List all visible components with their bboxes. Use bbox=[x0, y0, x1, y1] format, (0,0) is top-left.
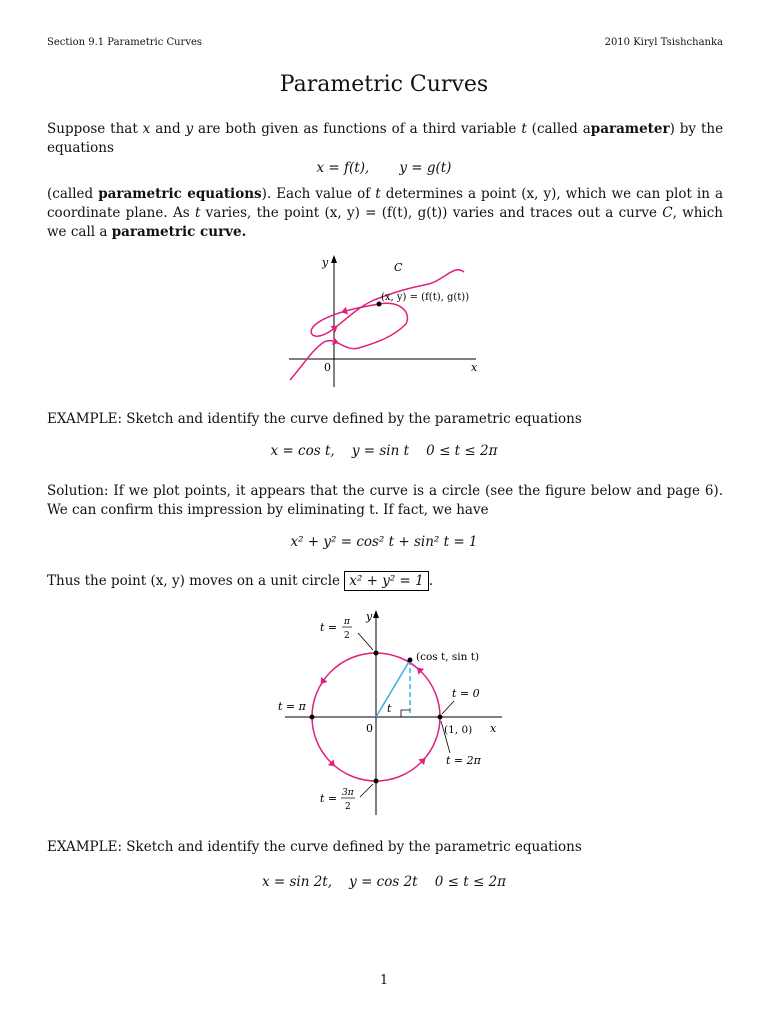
half-pi-numerator: π bbox=[344, 617, 350, 627]
three-half-pi-numerator: 3π bbox=[342, 788, 354, 798]
page-title: Parametric Curves bbox=[279, 72, 489, 97]
parametric-curve-figure bbox=[284, 252, 484, 392]
intro-paragraph-2: (called parametric equations). Each value of t determines a point (x, y), which we can plot in a coordinate plane. As t varies, the point (x, y) = (f(t), g(t)) varies and traces out a curve C, which we call a parametric curve. bbox=[47, 186, 724, 240]
solution-1-conclusion: Thus the point (x, y) moves on a unit circle x² + y² = 1 . bbox=[47, 573, 434, 589]
example-2-text: EXAMPLE: Sketch and identify the curve defined by the parametric equations bbox=[47, 839, 582, 855]
y-axis-label: y bbox=[366, 610, 373, 623]
label-cos-sin: (cos t, sin t) bbox=[416, 651, 480, 663]
curve-direction-arrow-icon bbox=[340, 307, 348, 316]
angle-label: t bbox=[387, 702, 392, 715]
pointer-line bbox=[358, 633, 373, 650]
circle-direction-arrow-icon bbox=[317, 677, 327, 687]
half-pi-denominator: 2 bbox=[344, 631, 350, 641]
example-2-equation: x = sin 2t, y = cos 2t 0 ≤ t ≤ 2π bbox=[261, 874, 507, 890]
parametric-curve bbox=[290, 270, 464, 380]
radius-line bbox=[376, 660, 410, 717]
intro-equation: x = f(t), y = g(t) bbox=[316, 160, 452, 176]
page-number: 1 bbox=[379, 973, 389, 988]
point-zero bbox=[438, 715, 443, 720]
point-half-pi bbox=[374, 651, 379, 656]
point-three-half-pi bbox=[374, 779, 379, 784]
y-axis-arrow-icon bbox=[373, 610, 379, 618]
y-axis-arrow-icon bbox=[331, 255, 337, 263]
pointer-line bbox=[442, 701, 454, 714]
intro-paragraph-1: Suppose that x and y are both given as functions of a third variable t (called aparameter) by the equations bbox=[47, 121, 724, 156]
boxed-equation: x² + y² = 1 bbox=[344, 571, 428, 591]
label-t-half-pi: t = bbox=[320, 621, 338, 634]
label-t-zero: t = 0 bbox=[452, 687, 480, 700]
origin-label: 0 bbox=[366, 722, 373, 735]
curve-label: C bbox=[394, 261, 403, 274]
point-pi bbox=[310, 715, 315, 720]
label-t-pi: t = π bbox=[278, 700, 306, 713]
x-axis-label: x bbox=[490, 722, 497, 735]
header-right: 2010 Kiryl Tsishchanka bbox=[604, 37, 723, 48]
solution-1-equation: x² + y² = cos² t + sin² t = 1 bbox=[290, 534, 478, 550]
label-t-two-pi: t = 2π bbox=[446, 754, 481, 767]
y-axis-label: y bbox=[322, 256, 329, 269]
right-angle-mark bbox=[401, 710, 410, 717]
header-left: Section 9.1 Parametric Curves bbox=[47, 37, 203, 48]
x-axis-label: x bbox=[471, 361, 478, 374]
solution-1-text: Solution: If we plot points, it appears that the curve is a circle (see the figure below and page 6). We can confirm this impression by eliminating t. If fact, we have bbox=[47, 483, 723, 518]
example-1-text: EXAMPLE: Sketch and identify the curve defined by the parametric equations bbox=[47, 411, 582, 427]
origin-label: 0 bbox=[324, 361, 331, 374]
example-1-equation: x = cos t, y = sin t 0 ≤ t ≤ 2π bbox=[270, 443, 498, 459]
pointer-line bbox=[360, 784, 373, 797]
three-half-pi-denominator: 2 bbox=[345, 802, 351, 812]
point-label: (x, y) = (f(t), g(t)) bbox=[381, 292, 470, 303]
label-one-zero: (1, 0) bbox=[444, 724, 473, 736]
curve-direction-arrow-icon bbox=[332, 337, 340, 346]
unit-circle-figure bbox=[270, 605, 520, 820]
label-t-three-half-pi: t = bbox=[320, 792, 338, 805]
point-cos-sin bbox=[408, 658, 413, 663]
